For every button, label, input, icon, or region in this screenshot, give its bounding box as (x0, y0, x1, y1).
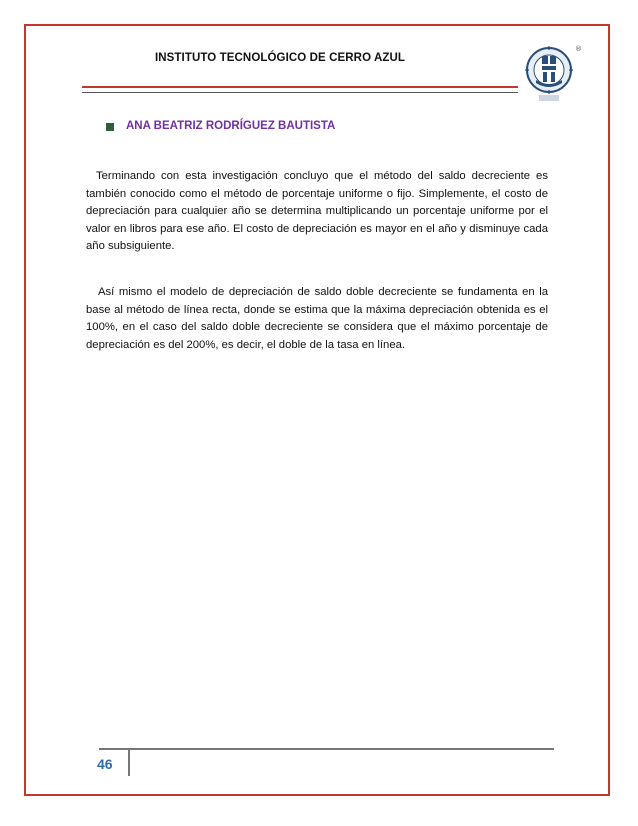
paragraph-2: Así mismo el modelo de depreciación de saldo doble decreciente se fundamenta en la base al método de línea recta, donde se estima que la máxima depreciación obtenida es el 100%, en el caso del saldo doble decreciente se considera que el máximo porcentaje de depreciación es del 200%, es decir, el doble de la tasa en línea. (86, 286, 548, 351)
footer-divider (128, 750, 130, 776)
footer-rule (99, 748, 554, 750)
page-border (24, 24, 610, 796)
institution-seal-icon (521, 42, 581, 106)
header-rule (82, 92, 518, 93)
author-name: ANA BEATRIZ RODRÍGUEZ BAUTISTA (126, 120, 336, 132)
header-rule-accent (82, 86, 518, 88)
header-title: INSTITUTO TECNOLÓGICO DE CERRO AZUL (154, 52, 406, 64)
registered-mark: ® (575, 45, 582, 53)
page-number: 46 (97, 756, 113, 772)
bullet-square-icon (106, 123, 114, 131)
paragraph-1: Terminando con esta investigación concluyo que el método del saldo decreciente es también conocido como el método de porcentaje uniforme o fijo. Simplemente, el costo de depreciación para cualquier año se determina multiplicando un porcentaje uniforme por el valor en libros para ese año. El costo de depreciación es mayor en el año y disminuye cada año subsiguiente. (86, 170, 548, 253)
